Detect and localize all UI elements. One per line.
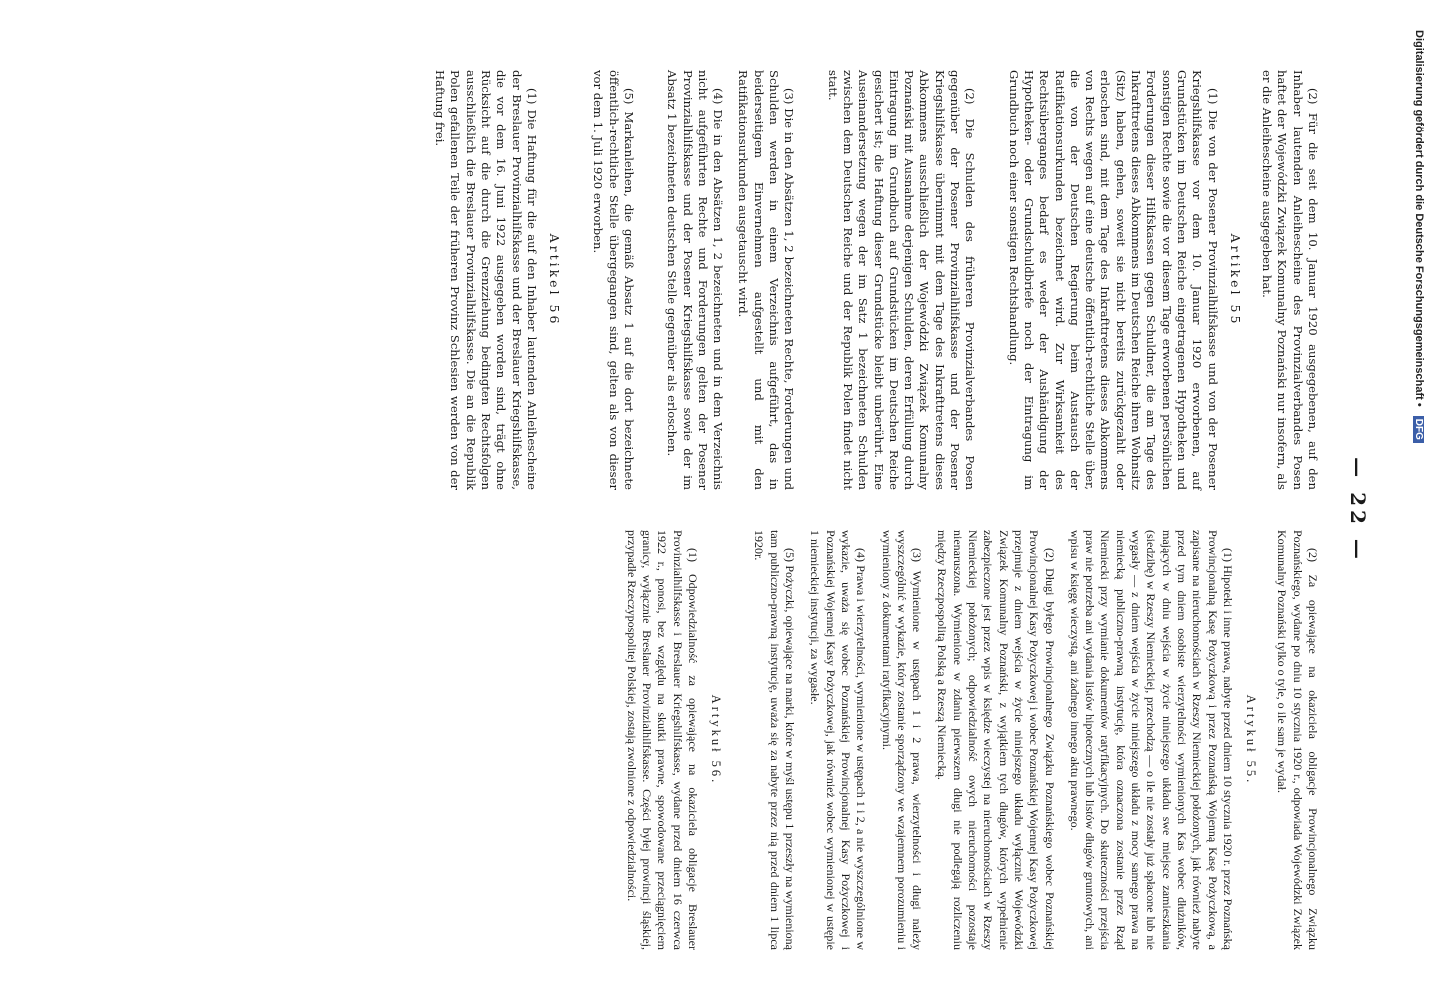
polish-intro-paragraph: (2) Za opiewające na okaziciela obligacje Prowincjonalnego Związku Poznańskiego, wydane po dniu 10 stycznia 1920 r., odpowiada Wojewódzki Związek Komunalny Poznański tylko o tyle, o ile sam je wydał. (1275, 530, 1320, 950)
rotated-page (80, 70, 1370, 950)
german-article-55-heading: Artikel 55 (1227, 233, 1243, 327)
german-art55-paragraph-1: (1) Die von der Posener Provinzialhilfskasse und von der Posener Kriegshilfskasse vor dem 10. Januar 1920 erworbenen, auf Grundstücken im Deutschen Reiche eingetragenen Hypotheken und sonstigen Rechte sowie die vor diesem Tage erworbenen persönlichen Forderungen dieser Hilfskassen gegen Schuldner, die am Tage des Inkrafttretens dieses Abkommens im Deutschen Reiche ihren Wohnsitz (Sitz) haben, gehen, soweit sie nicht bereits zurückgezahlt oder erloschen sind, mit dem Tage des Inkrafttretens dieses Abkommens von Rechts wegen auf eine deutsche öffentlich-rechtliche Stelle über, die von der Deutschen Regierung beim Austausch der Ratifikationsurkunden bezeichnet wird. Zur Wirksamkeit des Rechtsüberganges bedarf es weder der Aushändigung der Hypotheken- oder Grundschuldbriefe noch der Eintragung im Grundbuch noch einer sonstigen Rechtshandlung. (1006, 70, 1220, 490)
polish-column (613, 530, 1320, 950)
german-art55-paragraph-2: (2) Die Schulden des früheren Provinzialverbandes Posen gegenüber der Posener Provinzialhilfskasse und der Posener Kriegshilfskasse übernimmt mit dem Tage des Inkrafttretens dieses Abkommens ausschließlich der Wojewódzki Związek Komunalny Poznański mit Ausnahme derjenigen Schulden, deren Erfüllung durch Eintragung im Grundbuch auf Grundstücken im Deutschen Reiche gesichert ist; die Haftung dieser Grundstücke bleibt unberührt. Eine Auseinandersetzung wegen der im Satz 1 bezeichneten Schulden zwischen dem Deutschen Reiche und der Republik Polen findet nicht statt. (825, 70, 978, 490)
polish-article-55-heading: Artykuł 55. (1244, 694, 1259, 786)
polish-art55-paragraph-3: (3) Wymienione w ustępach 1 i 2 prawa, wierzytelności i długi należy wyszczególnić w wykazie, który zostanie sporządzony we wzajemnem porozumieniu i wymieniony z dokumentami ratyfikacyjnymi. (879, 530, 925, 950)
digitization-credit-text: Digitalisierung gefördert durch die Deutsche Forschungsgemeinschaft (1413, 30, 1425, 400)
polish-art55-paragraph-4: (4) Prawa i wierzytelności, wymienione w ustępach 1 i 2, a nie wyszczególnione w wykazie, uważa się wobec Poznańskiej Prowincjonalnej Kasy Pożyczkowej i Poznańskiej Wojennej Kasy Pożyczkowej, jak również wobec wymienionej w ustępie 1 niemieckiej instytucji, za wygasłe. (808, 530, 869, 950)
polish-art56-paragraph-1: (1) Odpowiedzialność za opiewające na okaziciela obligacje Breslauer Provinzialhilfskasse i Breslauer Kriegshilfskasse, wydane przed dniem 16 czerwca 1922 r., ponosi, bez względu na skutki prawne, spowodowane przeciągnięciem granicy, wyłącznie Breslauer Provinzialhilfskasse. Części byłej prowincji śląskiej, przypadłe Rzeczypospolitej Polskiej, zostają zwolnione z odpowiedzialności. (624, 530, 700, 950)
digitization-credit-line (1413, 30, 1425, 443)
german-column (422, 70, 1320, 490)
german-art55-paragraph-5: (5) Markanleihen, die gemäß Absatz 1 auf die dort bezeichnete öffentlich-rechtliche Stelle übergegangen sind, gelten als von dieser vor dem 1. Juli 1920 erworben. (591, 70, 637, 490)
german-art56-paragraph-1: (1) Die Haftung für die auf den Inhaber lautenden Anleihescheine der Breslauer Provinzialhilfskasse und der Breslauer Kriegshilfskasse, die vor dem 16. Juni 1922 ausgegeben worden sind, trägt ohne Rücksicht auf die durch die Grenzziehung bedingten Rechtsfolgen ausschließlich die Breslauer Provinzialhilfskasse. Die an die Republik Polen gefallenen Teile der früheren Provinz Schlesien werden von der Haftung frei. (433, 70, 539, 490)
digitization-credit (1405, 30, 1425, 970)
polish-art55-paragraph-2: (2) Długi byłego Prowincjonalnego Związku Poznańskiego wobec Poznańskiej Prowincjonalnej Kasy Pożyczkowej i wobec Poznańskiej Wojennej Kasy Pożyczkowej przejmuje z dniem wejścia w życie niniejszego układu wyłącznie Wojewódzki Związek Komunalny Poznański, z wyjątkiem tych długów, których wypełnienie zabezpieczone jest przez wpis w księdze wieczystej na nieruchomościach w Rzeszy Niemieckiej położonych; odpowiedzialność owych nieruchomości pozostaje nienaruszona. Wymienione w zdaniu pierwszem długi nie podlegają rozliczeniu między Rzeczpospolitą Polską a Rzeszą Niemiecką. (935, 530, 1057, 950)
polish-art55-paragraph-1: (1) Hipoteki i inne prawa, nabyte przed dniem 10 stycznia 1920 r. przez Poznańską Prowincjonalną Kasę Pożyczkową i przez Poznańską Wojenną Kasę Pożyczkową, a zapisane na nieruchomościach w Rzeszy Niemieckiej położonych, jak również nabyte przed tym dniem osobiste wierzytelności wymienionych Kas wobec dłużników, mających w dniu wejścia w życie niniejszego układu swe miejsce zamieszkania (siedzibę) w Rzeszy Niemieckiej, przechodzą — o ile nie zostały już spłacone lub nie wygasły — z dniem wejścia w życie niniejszego układu z mocy samego prawa na niemiecką publiczno-prawną instytucję, która oznaczona zostanie przez Rząd Niemiecki przy wymianie dokumentów ratyfikacyjnych. Do skuteczności przejścia praw nie potrzeba ani wydania listów hipotecznych lub listów długów gruntowych, ani wpisu w księgę wieczystą, ani żadnego innego aktu prawnego. (1067, 530, 1235, 950)
credit-separator: • (1413, 402, 1425, 407)
german-art55-paragraph-3: (3) Die in den Absätzen 1, 2 bezeichneten Rechte, Forderungen und Schulden werden in einem Verzeichnis aufgeführt, das in beiderseitigem Einvernehmen aufgestellt und mit den Ratifikationsurkunden ausgetauscht wird. (736, 70, 797, 490)
dfg-logo: DFG (1413, 416, 1424, 443)
page-number: — 22 — (1346, 457, 1370, 563)
polish-art55-paragraph-5: (5) Pożyczki, opiewające na marki, które w myśl ustępu 1 przeszły na wymienioną tam publiczno-prawną instytucję, uważa się za nabyte przez nią przed dniem 1 lipca 1920r. (752, 530, 798, 950)
german-article-56-heading: Artikel 56 (547, 233, 563, 327)
polish-article-56-heading: Artykuł 56. (709, 694, 724, 786)
german-intro-paragraph: (2) Für die seit dem 10. Januar 1920 ausgegebenen, auf den Inhaber lautenden Anleihescheine des Provinzialverbandes Posen haftet der Wojewódzki Związek Komunalny Poznański nur insofern, als er die Anleihescheine ausgegeben hat. (1260, 70, 1320, 490)
german-art55-paragraph-4: (4) Die in den Absätzen 1, 2 bezeichneten und in dem Verzeichnis nicht aufgeführten Rechte und Forderungen gelten der Posener Provinzialhilfskasse und der Posener Kriegshilfskasse sowie der im Absatz 1 bezeichneten deutschen Stelle gegenüber als erloschen. (665, 70, 726, 490)
